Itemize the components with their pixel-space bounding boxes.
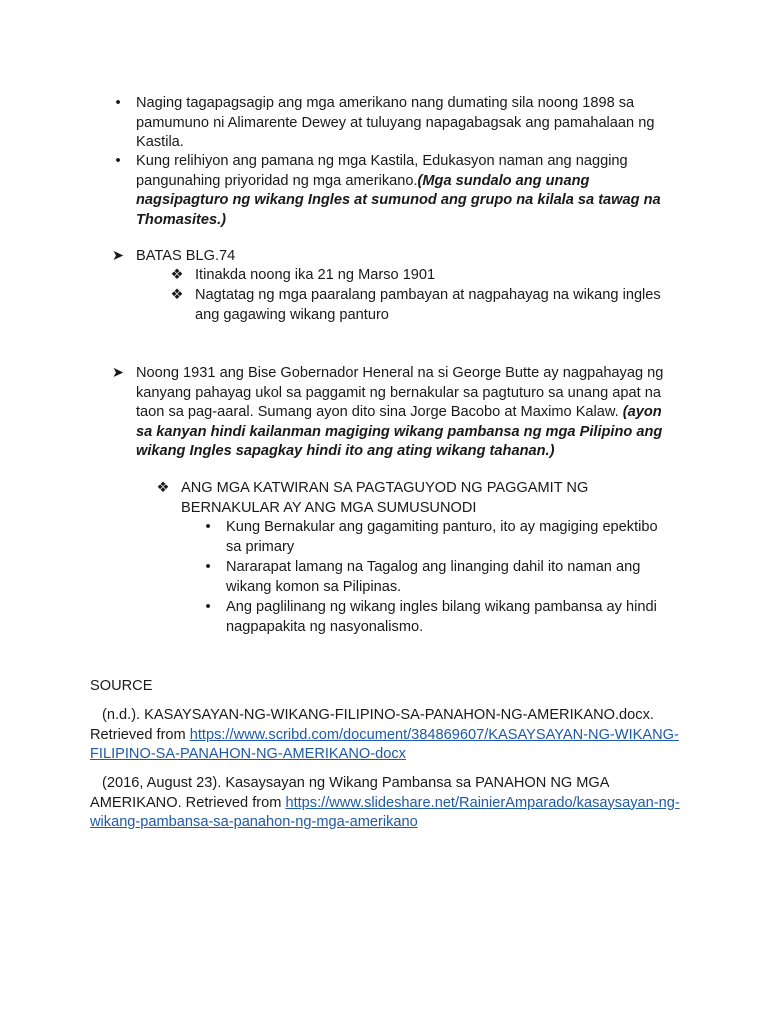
- bullet-icon: •: [115, 153, 121, 169]
- bullet-icon: •: [205, 519, 211, 535]
- batas-title: BATAS BLG.74: [136, 248, 236, 264]
- katwiran-item-2: Nararapat lamang na Tagalog ang linanging dahil ito naman ang wikang komon sa Pilipinas.: [226, 559, 641, 595]
- diamond-bullet-icon: ❖: [156, 480, 170, 496]
- batas-item-1: Itinakda noong ika 21 ng Marso 1901: [195, 267, 436, 283]
- intro-bullet-2: [136, 152, 676, 230]
- source-ref-2: [90, 774, 690, 833]
- source-ref-2-text: (2016, August 23). Kasaysayan ng Wikang Pambansa sa PANAHON NG MGA AMERIKANO. Retrieved from: [90, 775, 609, 811]
- source-heading: SOURCE: [90, 678, 153, 694]
- katwiran-item-1: Kung Bernakular ang gagamiting panturo, ito ay magiging epektibo sa primary: [226, 519, 658, 555]
- diamond-bullet-icon: ❖: [170, 267, 184, 283]
- source-ref-1-link[interactable]: https://www.scribd.com/document/384869607/KASAYSAYAN-NG-WIKANG-FILIPINO-SA-PANAHON-NG-AMERIKANO-docx: [90, 726, 679, 762]
- intro-bullet-2-text: Kung relihiyon ang pamana ng mga Kastila, Edukasyon naman ang nagging pangunahing priyoridad ng mga amerikano.: [136, 153, 628, 189]
- bullet-icon: •: [205, 599, 211, 615]
- noong-text: Noong 1931 ang Bise Gobernador Heneral na si George Butte ay nagpahayag ng kanyang pahayag ukol sa paggamit ng bernakular sa pagtuturo sa unang apat na taon sa pag-aaral. Sumang ayon dito sina Jorge Bacobo at Maximo Kalaw.: [136, 365, 664, 420]
- intro-bullet-1: Naging tagapagsagip ang mga amerikano nang dumating sila noong 1898 sa pamumuno ni Alimarente Dewey at tuluyang napagabagsak ang pamahalaan ng Kastila.: [136, 95, 655, 150]
- arrow-bullet-icon: ➤: [111, 365, 125, 381]
- noong-paragraph: [136, 364, 676, 462]
- diamond-bullet-icon: ❖: [170, 287, 184, 303]
- batas-item-2: Nagtatag ng mga paaralang pambayan at nagpahayag na wikang ingles ang gagawing wikang panturo: [195, 287, 661, 323]
- katwiran-title: ANG MGA KATWIRAN SA PAGTAGUYOD NG PAGGAMIT NG BERNAKULAR AY ANG MGA SUMUSUNODI: [181, 480, 589, 516]
- arrow-bullet-icon: ➤: [111, 248, 125, 264]
- katwiran-item-3: Ang paglilinang ng wikang ingles bilang wikang pambansa ay hindi nagpapakita ng nasyonalismo.: [226, 599, 657, 635]
- intro-bullet-2-emphasis: (Mga sundalo ang unang nagsipagturo ng wikang Ingles at sumunod ang grupo na kilala sa tawag na Thomasites.): [136, 172, 661, 228]
- source-ref-2-link[interactable]: https://www.slideshare.net/RainierAmparado/kasaysayan-ng-wikang-pambansa-sa-panahon-ng-mga-amerikano: [90, 794, 680, 830]
- source-ref-1: [90, 706, 690, 765]
- source-ref-1-text: (n.d.). KASAYSAYAN-NG-WIKANG-FILIPINO-SA-PANAHON-NG-AMERIKANO.docx. Retrieved from: [90, 707, 654, 743]
- bullet-icon: •: [115, 95, 121, 111]
- bullet-icon: •: [205, 559, 211, 575]
- noong-emphasis: (ayon sa kanyan hindi kailanman magiging wikang pambansa ng mga Pilipino ang wikang Ingles sapagkay hindi ito ang ating wikang tahanan.): [136, 404, 663, 459]
